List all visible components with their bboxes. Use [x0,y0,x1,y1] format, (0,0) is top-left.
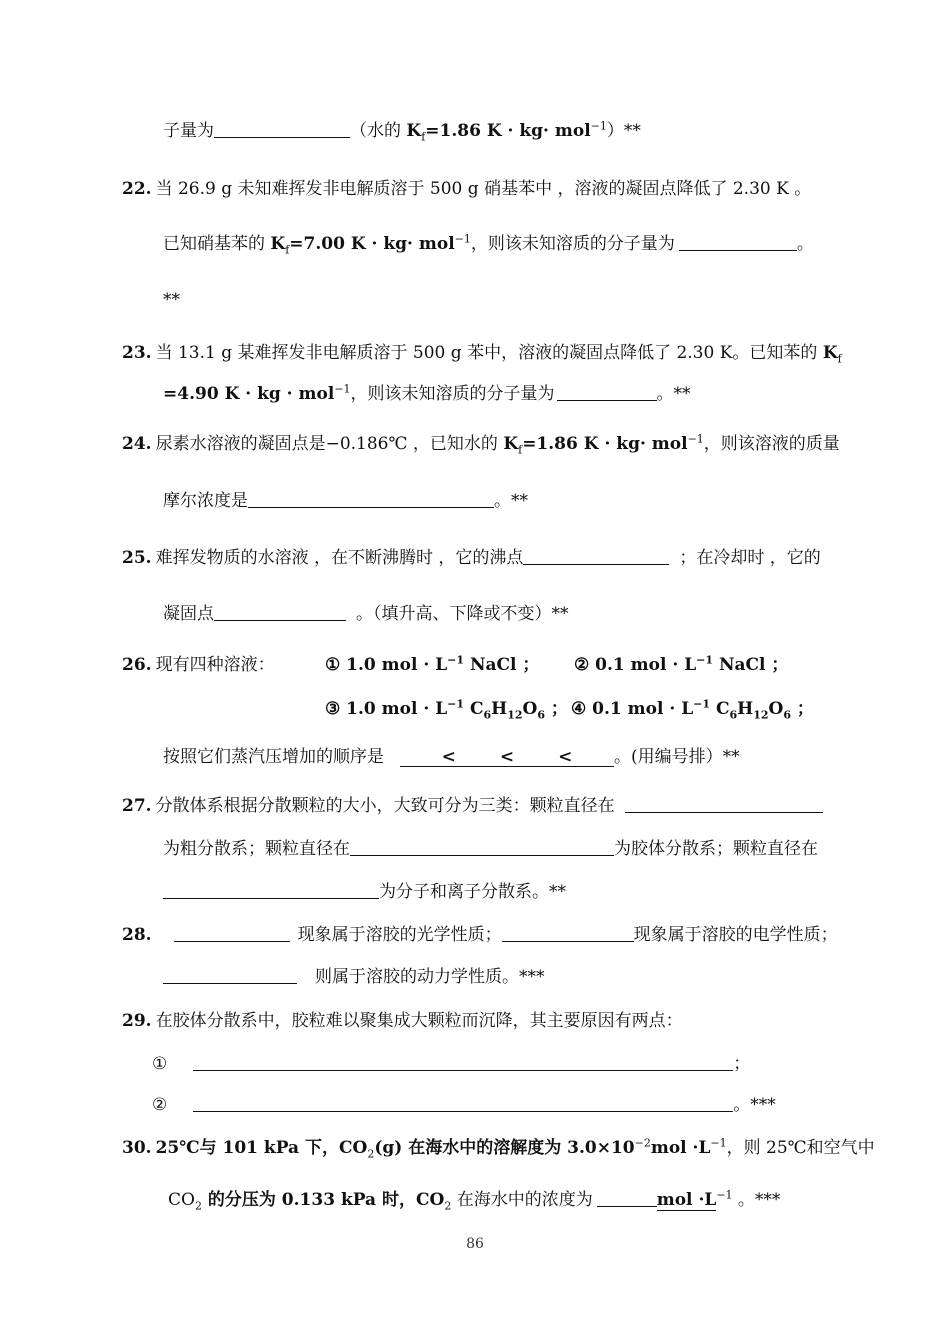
exponent: −1 [590,119,607,133]
q25-line2 [163,603,569,625]
q22-line2 [163,233,814,255]
sub-6b: 6 [537,708,545,722]
q28-text-c: 则属于溶胶的动力学性质。*** [315,967,545,987]
question-number: 29. [122,1011,152,1031]
q29-reason-2-tail: 。*** [733,1095,776,1115]
q24-line2 [163,490,528,512]
q25-text-d: 。（填升高、下降或不变）** [356,604,569,624]
q30-unit: mol ·L [650,1138,711,1158]
less-than: < [558,747,573,767]
exponent: −1 [334,382,351,396]
page-number: 86 [466,1236,484,1252]
sub-12: 12 [753,708,769,722]
formula-h: H [491,699,508,719]
q26-solution-3 [325,698,568,720]
question-number: 26. [122,655,152,675]
q27-line1 [122,795,823,817]
q28-line1 [122,924,838,946]
exponent: −1 [710,1136,727,1150]
exponent: −1 [447,697,465,711]
q26-solution-1 [325,654,539,676]
q23-line1 [122,342,842,364]
circled-number-2: ② [152,1095,168,1115]
q22-text-d: 。 [796,234,814,254]
solution-3-text: ③ 1.0 mol · L [325,699,448,719]
q26-line1 [122,654,275,676]
q27-coarse-blank[interactable] [625,796,823,813]
exponent: −1 [687,432,704,446]
formula-o: O [768,699,784,719]
q24-text-d: 。** [494,491,528,511]
q30-text-b: (g) 在海水中的溶解度为 3.0×10 [374,1138,635,1158]
q30-text: 25℃与 101 kPa 下，CO [155,1138,368,1158]
kf-symbol: K [822,343,838,363]
formula-o: O [522,699,538,719]
q25-text-b: ；在冷却时 ，它的 [679,548,821,568]
q24-answer-blank[interactable] [248,491,494,508]
sub-6: 6 [729,708,738,722]
question-number: 30. [122,1138,152,1158]
q21-text-b: （水的 [350,121,407,141]
q29-reason-2-blank[interactable] [193,1095,733,1112]
q28-text: 现象属于溶胶的光学性质； [297,925,502,945]
q30-text-d: 的分压为 0.133 kPa 时，CO [201,1190,445,1210]
solution-4-tail: ； [790,699,814,719]
solution-3-tail: ； [544,699,568,719]
q24-text: 尿素水溶液的凝固点是−0.186℃ ，已知水的 [155,434,504,454]
co2-sub: 2 [367,1147,375,1161]
q29-text: 在胶体分散系中，胶粒难以聚集成大颗粒而沉降，其主要原因有两点： [155,1011,683,1031]
exponent: −1 [696,653,714,667]
kf-sub: f [518,443,523,457]
q24-line1 [122,433,840,455]
co2-sub: 2 [194,1199,202,1213]
kf-symbol: K [270,234,286,254]
kf-sub: f [837,352,842,366]
sub-12: 12 [507,708,523,722]
q30-line2 [168,1189,780,1211]
q22-kf-value: =7.00 K · kg· mol [289,234,455,254]
q25-text-c: 凝固点 [163,604,214,624]
sub-6: 6 [483,708,492,722]
solution-4-text: ④ 0.1 mol · L [571,699,694,719]
question-number: 25. [122,548,152,568]
q30-text-c: ，则 25℃和空气中 [726,1138,875,1158]
q29-line1 [122,1010,683,1032]
less-than: < [441,747,456,767]
sub-6b: 6 [783,708,791,722]
q25-text: 难挥发物质的水溶液 ，在不断沸腾时 ，它的沸点 [155,548,524,568]
q23-line2 [163,383,691,405]
q21-text-c: ）** [606,121,641,141]
q30-line1 [122,1137,875,1159]
q30-answer-blank[interactable] [597,1190,657,1207]
q26-text: 现有四种溶液： [155,655,275,675]
q21-line [163,120,641,142]
q25-freezing-blank[interactable] [214,604,346,621]
q29-reason-1-tail: ； [733,1054,751,1074]
q29-reason-2 [152,1094,776,1116]
q26-order-tail: 。(用编号排）** [614,747,740,767]
q27-line3 [163,881,566,903]
q26-order-text: 按照它们蒸汽压增加的顺序是 [163,747,384,767]
q28-electrical-blank[interactable] [502,925,634,942]
q23-text-b: ，则该未知溶质的分子量为 [350,384,555,404]
kf-sub: f [421,130,426,144]
exponent: −2 [634,1136,651,1150]
q22-text-c: ，则该未知溶质的分子量为 [470,234,675,254]
q25-boiling-blank[interactable] [523,548,669,565]
exponent: −1 [454,232,471,246]
question-number: 24. [122,434,152,454]
q26-solution-2 [574,654,788,676]
q28-optical-blank[interactable] [174,925,290,942]
kf-sub: f [285,243,290,257]
q30-text-e: 在海水中的浓度为 [451,1190,593,1210]
q22-text-b: 已知硝基苯的 [163,234,271,254]
exponent: −1 [716,1188,733,1202]
less-than: < [499,747,515,767]
q27-line2 [163,838,818,860]
solution-2-tail: NaCl ； [713,655,789,675]
q22-answer-blank[interactable] [679,234,797,251]
q30-text-f: 。*** [732,1190,781,1210]
q21-kf-value: =1.86 K · kg· mol [425,121,591,141]
q27-colloid-blank[interactable] [350,839,614,856]
q27-text-b: 为粗分散系；颗粒直径在 [163,839,350,859]
q26-order-blank[interactable] [400,746,614,767]
question-number: 23. [122,343,152,363]
formula-h: H [737,699,754,719]
q25-line1 [122,547,821,569]
q26-line4 [163,746,740,768]
kf-symbol: K [503,434,519,454]
q26-solution-4 [571,698,814,720]
q22-line1 [122,178,811,200]
q24-kf-value: =1.86 K · kg· mol [522,434,688,454]
q27-text-d: 为分子和离子分散系。** [379,882,566,902]
q27-molecular-blank[interactable] [163,882,379,899]
question-number: 27. [122,796,152,816]
q27-text-c: 为胶体分散系；颗粒直径在 [614,839,818,859]
q28-text-b: 现象属于溶胶的电学性质； [633,925,838,945]
q28-kinetic-blank[interactable] [163,967,297,984]
q29-reason-1 [152,1053,750,1075]
q24-text-b: ，则该溶液的质量 [703,434,840,454]
solution-1-text: ① 1.0 mol · L [325,655,448,675]
solution-4-formula-c: C [710,699,730,719]
exponent: −1 [447,653,465,667]
exponent: −1 [693,697,711,711]
solution-3-formula-c: C [464,699,484,719]
difficulty-stars: ** [163,290,180,310]
q23-kf-value: =4.90 K · kg · mol [163,384,335,404]
q30-answer-unit: mol ·L [656,1190,717,1210]
q29-reason-1-blank[interactable] [193,1054,733,1071]
solution-1-tail: NaCl ； [464,655,540,675]
q21-text: 子量为 [163,121,214,141]
question-number: 22. [122,179,152,199]
q30-co2: CO [168,1190,195,1210]
q27-text: 分散体系根据分散颗粒的大小，大致可分为三类：颗粒直径在 [155,796,615,816]
q23-text-c: 。** [656,384,691,404]
q22-text: 当 26.9 g 未知难挥发非电解质溶于 500 g 硝基苯中 ，溶液的凝固点降低了 2.30 K 。 [155,179,812,199]
solution-2-text: ② 0.1 mol · L [574,655,697,675]
q28-line2 [163,966,545,988]
question-number: 28. [122,925,152,945]
kf-symbol: K [406,121,422,141]
circled-number-1: ① [152,1054,168,1074]
q22-line3 [163,289,180,311]
q21-answer-blank[interactable] [214,121,350,138]
q23-text: 当 13.1 g 某难挥发非电解质溶于 500 g 苯中，溶液的凝固点降低了 2.30 K。已知苯的 [155,343,823,363]
co2-sub: 2 [444,1199,452,1213]
q23-answer-blank[interactable] [557,384,657,401]
q24-text-c: 摩尔浓度是 [163,491,248,511]
